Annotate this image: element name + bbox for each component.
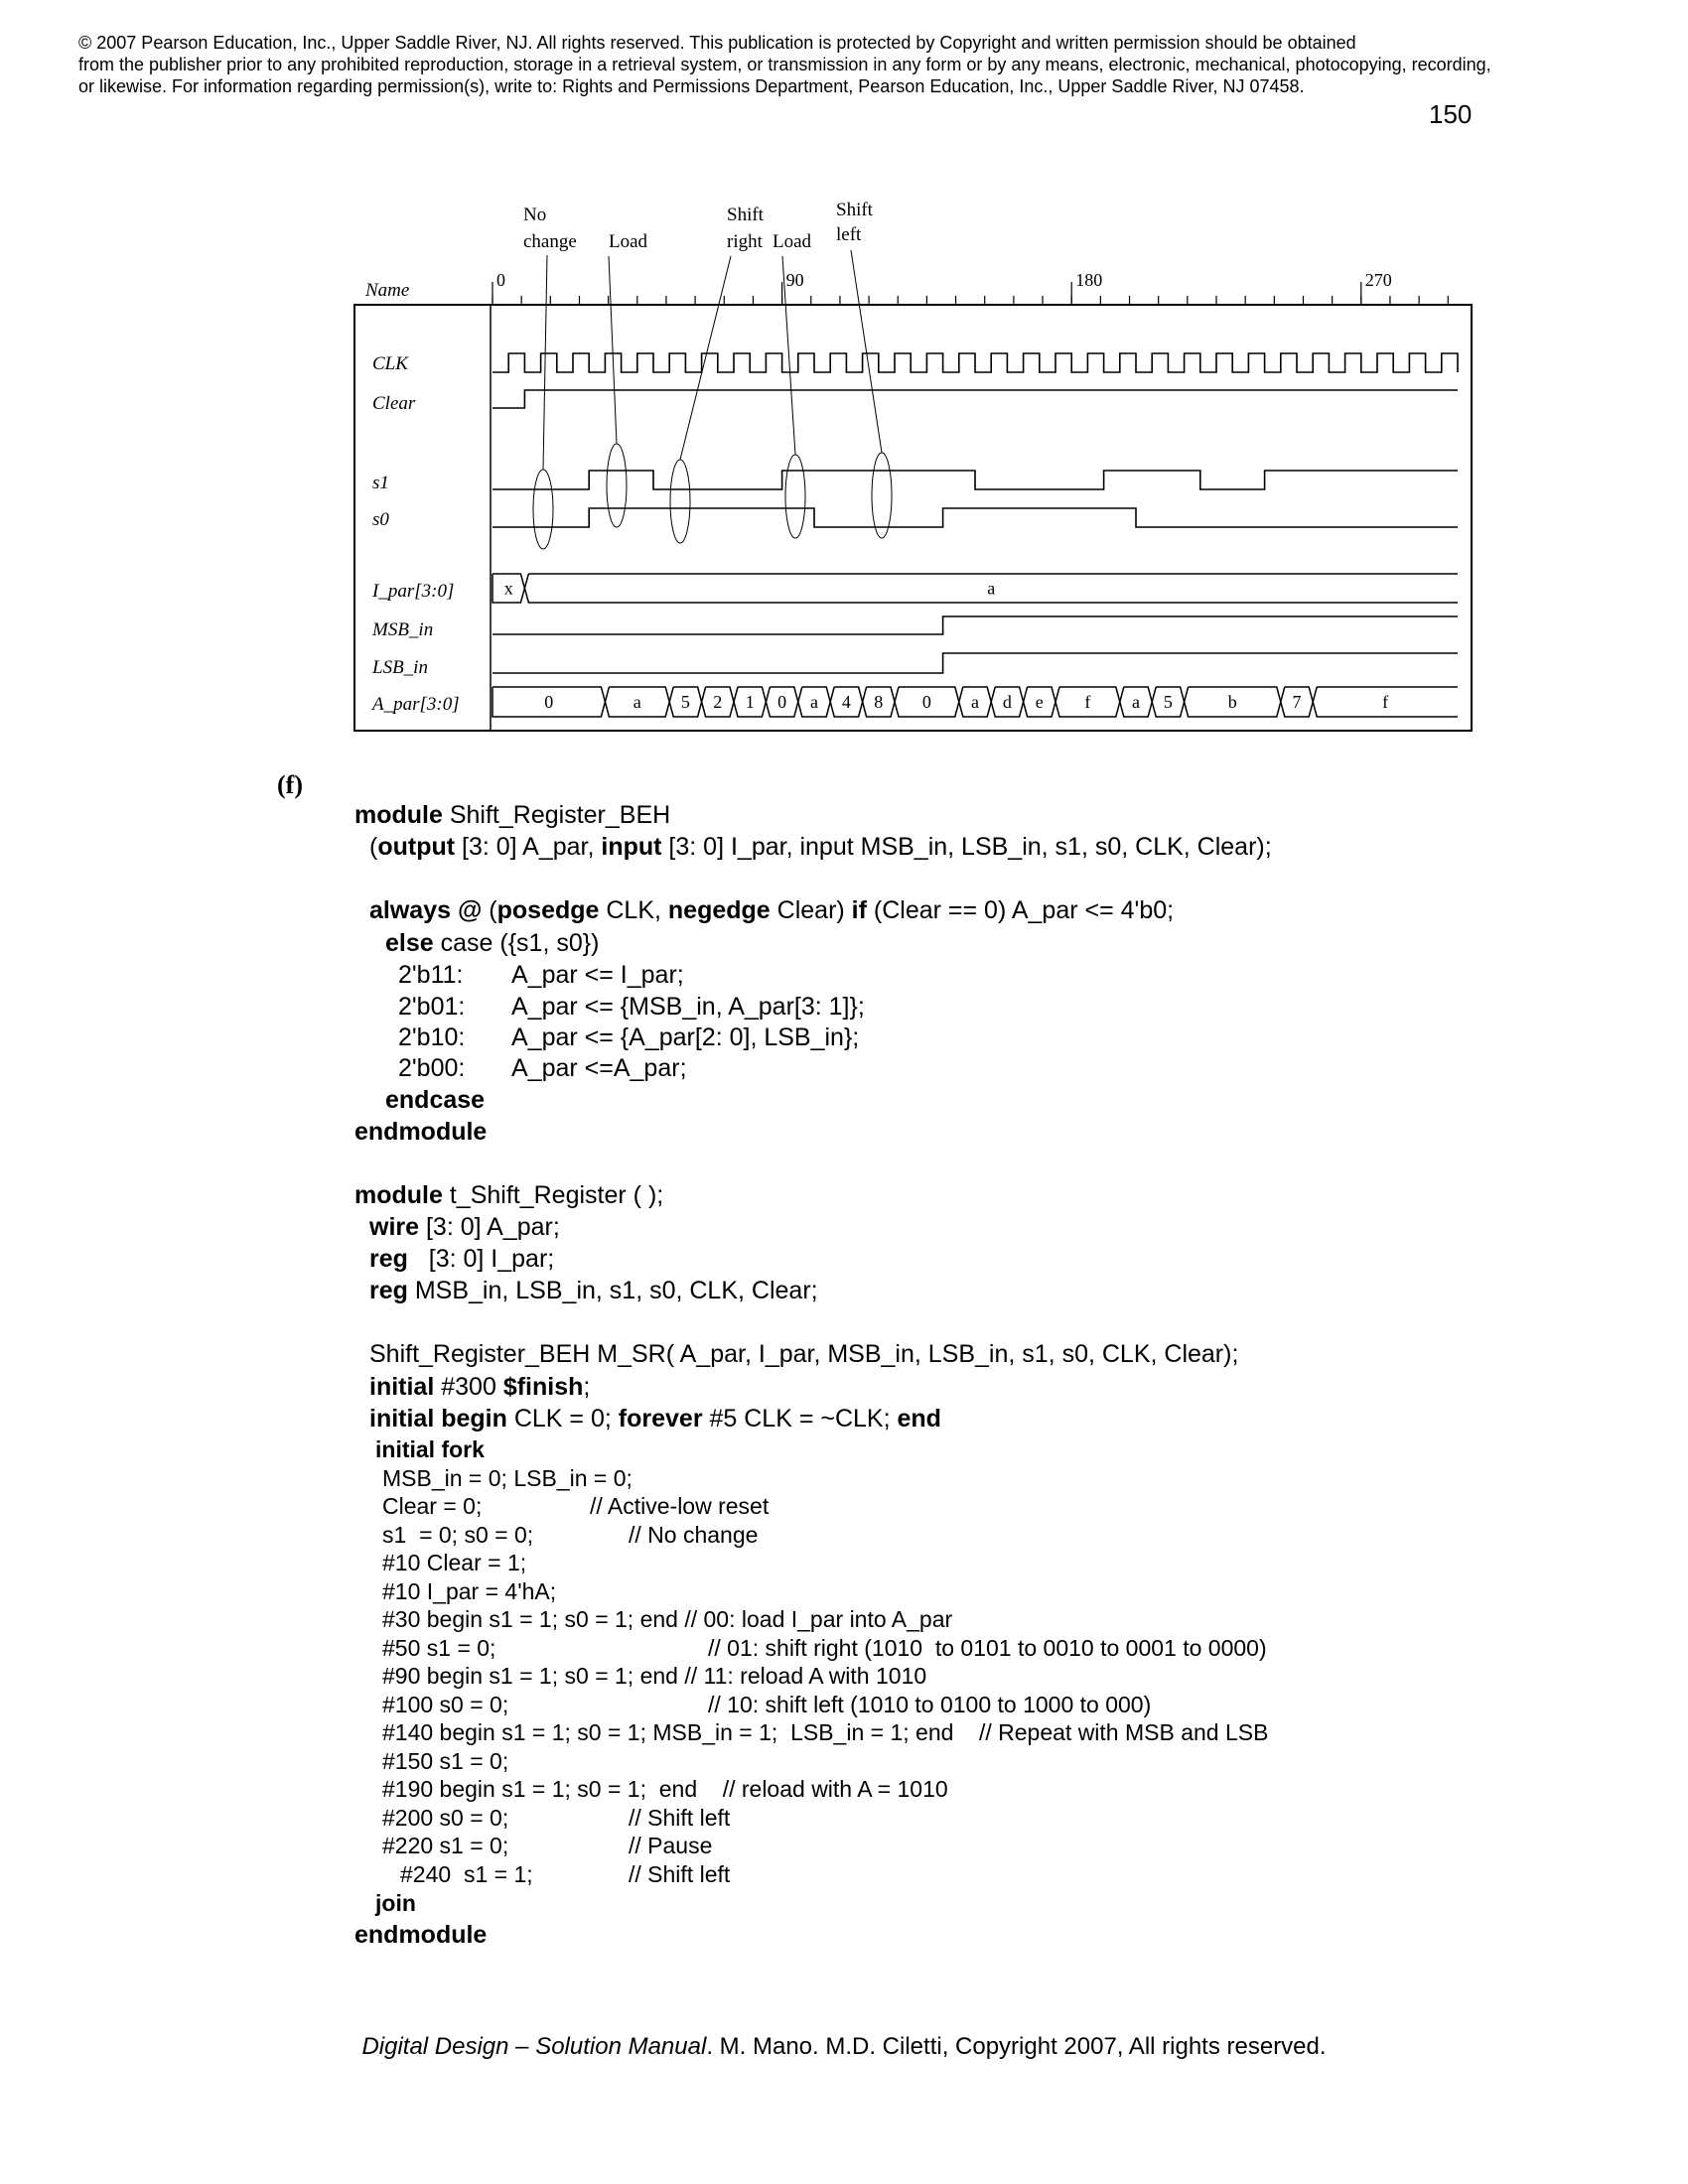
code-text: #50 s1 = 0;	[382, 1635, 496, 1661]
code-line: 2'b11: A_par <= I_par;	[398, 961, 684, 989]
signal-name-apar30: A_par[3:0]	[372, 694, 460, 715]
bus-value: a	[987, 578, 996, 599]
copyright-line: from the publisher prior to any prohibited reproduction, storage in a retrieval system, or transmission in any form or by any means, electronic, mechanical, photocopying, recording,	[78, 55, 1491, 74]
code-text: #220 s1 = 0;	[382, 1833, 509, 1858]
code-line: endmodule	[354, 1118, 488, 1146]
code-line: wire [3: 0] A_par;	[369, 1213, 560, 1241]
code-text: #10 Clear = 1;	[382, 1550, 527, 1575]
code-line: endcase	[385, 1086, 486, 1114]
code-line: module t_Shift_Register ( );	[354, 1181, 664, 1209]
annotation-label: change	[523, 231, 577, 252]
code-text: #200 s0 = 0;	[382, 1805, 509, 1831]
code-line: always @ (posedge CLK, negedge Clear) if (Clear == 0) A_par <= 4'b0;	[369, 896, 1175, 924]
bus-value: f	[1084, 692, 1091, 712]
annotation-leader	[543, 255, 547, 470]
code-line: reg MSB_in, LSB_in, s1, s0, CLK, Clear;	[369, 1277, 818, 1304]
bus-value: 0	[544, 692, 554, 712]
annotation-label: right	[727, 231, 763, 252]
signal-name-lsbin: LSB_in	[372, 657, 428, 678]
code-text: #150 s1 = 0;	[382, 1748, 509, 1774]
code-comment: // Shift left	[629, 1861, 731, 1887]
code-line	[382, 1576, 556, 1606]
bus-value: d	[1002, 692, 1012, 712]
annotation-label: No	[523, 205, 547, 225]
code-line: Shift_Register_BEH M_SR( A_par, I_par, MSB_in, LSB_in, s1, s0, CLK, Clear);	[369, 1340, 1239, 1368]
bus-value: a	[633, 692, 641, 712]
bus-value: 0	[777, 692, 787, 712]
code-line	[382, 1831, 713, 1860]
diagram-frame	[354, 305, 1472, 731]
signal-name-s1: s1	[372, 473, 389, 493]
bus-value: a	[971, 692, 979, 712]
annotation-label: Load	[773, 231, 812, 252]
code-line	[382, 1717, 1268, 1747]
bus-value: a	[810, 692, 818, 712]
copyright-line: or likewise. For information regarding permission(s), write to: Rights and Permissions Department, Pearson Education, Inc., Upper Saddle River, NJ 07458.	[78, 76, 1305, 96]
annotation-label: left	[836, 224, 862, 245]
code-text: #190 begin s1 = 1; s0 = 1; end // reload with A = 1010	[382, 1776, 948, 1802]
code-line	[382, 1463, 633, 1493]
code-comment: // 01: shift right (1010 to 0101 to 0010 to 0001 to 0000)	[708, 1635, 1267, 1661]
page-number: 150	[1429, 99, 1473, 129]
code-comment: // No change	[629, 1522, 759, 1548]
code-line	[382, 1690, 1152, 1719]
code-line	[382, 1774, 948, 1804]
code-line	[382, 1633, 1267, 1663]
code-line: (output [3: 0] A_par, input [3: 0] I_par, input MSB_in, LSB_in, s1, s0, CLK, Clear);	[369, 833, 1272, 861]
code-comment: // Shift left	[629, 1805, 731, 1831]
time-label: 90	[785, 270, 804, 290]
name-header: Name	[365, 280, 410, 301]
code-line: initial #300 $finish;	[369, 1373, 591, 1401]
time-label: 270	[1364, 270, 1392, 290]
bus-value: 4	[841, 692, 851, 712]
code-line: reg [3: 0] I_par;	[369, 1245, 555, 1273]
code-line	[382, 1803, 731, 1833]
signal-waveform	[492, 508, 1458, 527]
part-label: (f)	[277, 770, 303, 799]
bus-value: 5	[1163, 692, 1173, 712]
time-label: 180	[1075, 270, 1103, 290]
signal-name-clk: CLK	[372, 353, 408, 374]
code-line: 2'b00: A_par <=A_par;	[398, 1054, 687, 1082]
bus-value: b	[1227, 692, 1237, 712]
annotation-ellipse	[533, 470, 553, 549]
bus-value: 8	[874, 692, 884, 712]
signal-name-s0: s0	[372, 509, 389, 530]
code-text: #140 begin s1 = 1; s0 = 1; MSB_in = 1; LSB_in = 1; end // Repeat with MSB and LSB	[382, 1719, 1269, 1745]
code-line: 2'b01: A_par <= {MSB_in, A_par[3: 1]};	[398, 993, 865, 1021]
signal-name-ipar30: I_par[3:0]	[372, 581, 455, 602]
code-line	[382, 1746, 508, 1776]
code-line	[382, 1520, 759, 1550]
code-line: 2'b10: A_par <= {A_par[2: 0], LSB_in};	[398, 1024, 860, 1051]
clk-waveform	[492, 353, 1458, 372]
bus-value: 5	[680, 692, 690, 712]
code-line	[382, 1604, 952, 1634]
bus-value: 2	[713, 692, 723, 712]
code-text: #240 s1 = 1;	[400, 1861, 533, 1887]
code-text: s1 = 0; s0 = 0;	[382, 1522, 534, 1548]
signal-waveform	[492, 471, 1458, 489]
annotation-leader	[680, 256, 731, 460]
code-line	[382, 1661, 926, 1691]
copyright-line: © 2007 Pearson Education, Inc., Upper Saddle River, NJ. All rights reserved. This publication is protected by Copyright and written permission should be obtained	[78, 33, 1356, 53]
signal-name-msbin: MSB_in	[372, 619, 434, 640]
bus-value: a	[1132, 692, 1140, 712]
code-comment: // 10: shift left (1010 to 0100 to 1000 to 000)	[708, 1692, 1152, 1717]
code-line	[400, 1859, 731, 1889]
code-text: #90 begin s1 = 1; s0 = 1; end // 11: reload A with 1010	[382, 1663, 927, 1689]
bus-value: 1	[745, 692, 755, 712]
annotation-ellipse	[607, 444, 627, 527]
code-line: module Shift_Register_BEH	[354, 801, 671, 829]
code-line	[382, 1548, 526, 1577]
bus-value: 0	[921, 692, 931, 712]
code-line: endmodule	[354, 1921, 488, 1949]
annotation-ellipse	[785, 455, 805, 538]
code-text: #100 s0 = 0;	[382, 1692, 509, 1717]
annotation-leader	[609, 256, 617, 444]
code-text: #30 begin s1 = 1; s0 = 1; end // 00: load I_par into A_par	[382, 1606, 953, 1632]
code-line: initial fork	[375, 1436, 485, 1462]
signal-waveform	[492, 653, 1458, 673]
timing-diagram	[0, 0, 1688, 754]
code-comment: // Active-low reset	[590, 1493, 770, 1519]
time-label: 0	[496, 270, 505, 290]
signal-waveform	[492, 616, 1458, 634]
bus-value: 7	[1292, 692, 1302, 712]
code-line: else case ({s1, s0})	[385, 929, 600, 957]
code-comment: // Pause	[629, 1833, 713, 1858]
signal-name-clear: Clear	[372, 393, 416, 414]
bus-value: e	[1035, 692, 1044, 712]
bus-value: f	[1382, 692, 1389, 712]
code-line: join	[375, 1890, 416, 1916]
annotation-label: Shift	[836, 200, 873, 220]
annotation-ellipse	[670, 460, 690, 543]
page-footer: Digital Design – Solution Manual. M. Mano. M.D. Ciletti, Copyright 2007, All rights reserved.	[361, 2033, 1327, 2060]
code-text: #10 I_par = 4'hA;	[382, 1578, 557, 1604]
code-line: initial begin CLK = 0; forever #5 CLK = ~CLK; end	[369, 1405, 941, 1433]
annotation-ellipse	[872, 453, 892, 538]
annotation-label: Shift	[727, 205, 764, 225]
code-text: Clear = 0;	[382, 1493, 483, 1519]
annotation-leader	[851, 250, 882, 453]
code-text: MSB_in = 0; LSB_in = 0;	[382, 1465, 633, 1491]
signal-waveform	[492, 390, 1458, 408]
annotation-label: Load	[609, 231, 648, 252]
bus-value: x	[503, 578, 513, 599]
code-line	[382, 1491, 770, 1521]
